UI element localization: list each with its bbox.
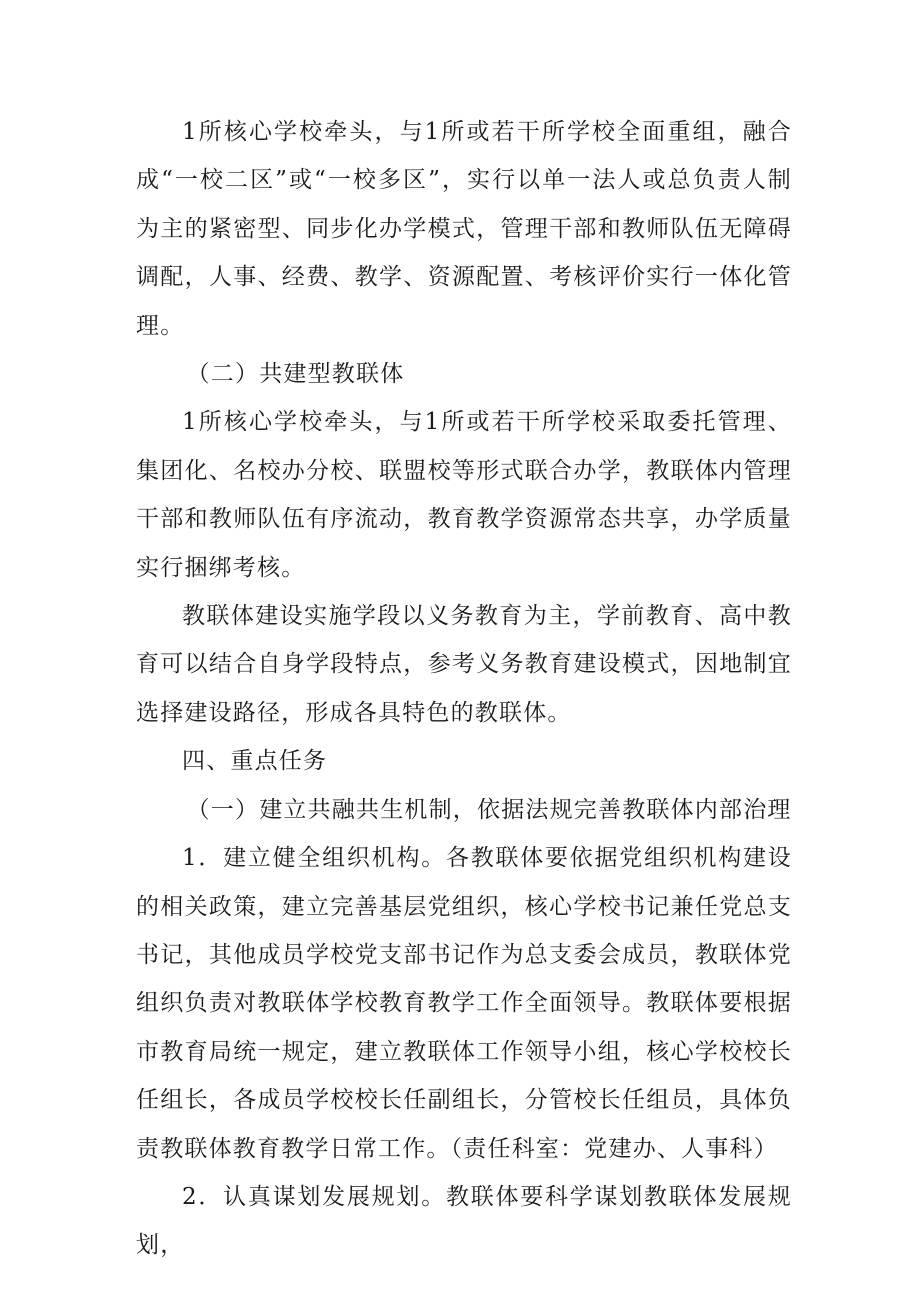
heading-governance: （一）建立共融共生机制，依据法规完善教联体内部治理: [186, 796, 792, 823]
paragraph-co-built-model: 1所核心学校牵头，与1所或若干所学校采取委托管理、集团化、名校办分校、联盟校等形式联合办学，教联体内管理干部和教师队伍有序流动，教育教学资源常态共享，办学质量实行捆绑考核。: [136, 409, 792, 581]
paragraph-school-stages: 教联体建设实施学段以义务教育为主，学前教育、高中教育可以结合自身学段特点，参考义务教育建设模式，因地制宜选择建设路径，形成各具特色的教联体。: [136, 603, 792, 726]
paragraph-development-plan: 2．认真谋划发展规划。教联体要科学谋划教联体发展规划，: [136, 1183, 792, 1259]
heading-key-tasks: 四、重点任务: [182, 748, 328, 775]
heading-co-built-alliance: （二）共建型教联体: [186, 361, 405, 388]
paragraph-merged-model: 1所核心学校牵头，与1所或若干所学校全面重组，融合成“一校二区”或“一校多区”，实行以单一法人或总负责人制为主的紧密型、同步化办学模式，管理干部和教师队伍无障碍调配，人事、经费、教学、资源配置、考核评价实行一体化管理。: [136, 119, 792, 339]
paragraph-organization: 1．建立健全组织机构。各教联体要依据党组织机构建设的相关政策，建立完善基层党组织，核心学校书记兼任党总支书记，其他成员学校党支部书记作为总支委会成员，教联体党组织负责对教联体学校教育教学工作全面领导。教联体要根据市教育局统一规定，建立教联体工作领导小组，核心学校校长任组长，各成员学校校长任副组长，分管校长任组员，具体负责教联体教育教学日常工作。（责任科室：党建办、人事科）: [136, 845, 792, 1162]
